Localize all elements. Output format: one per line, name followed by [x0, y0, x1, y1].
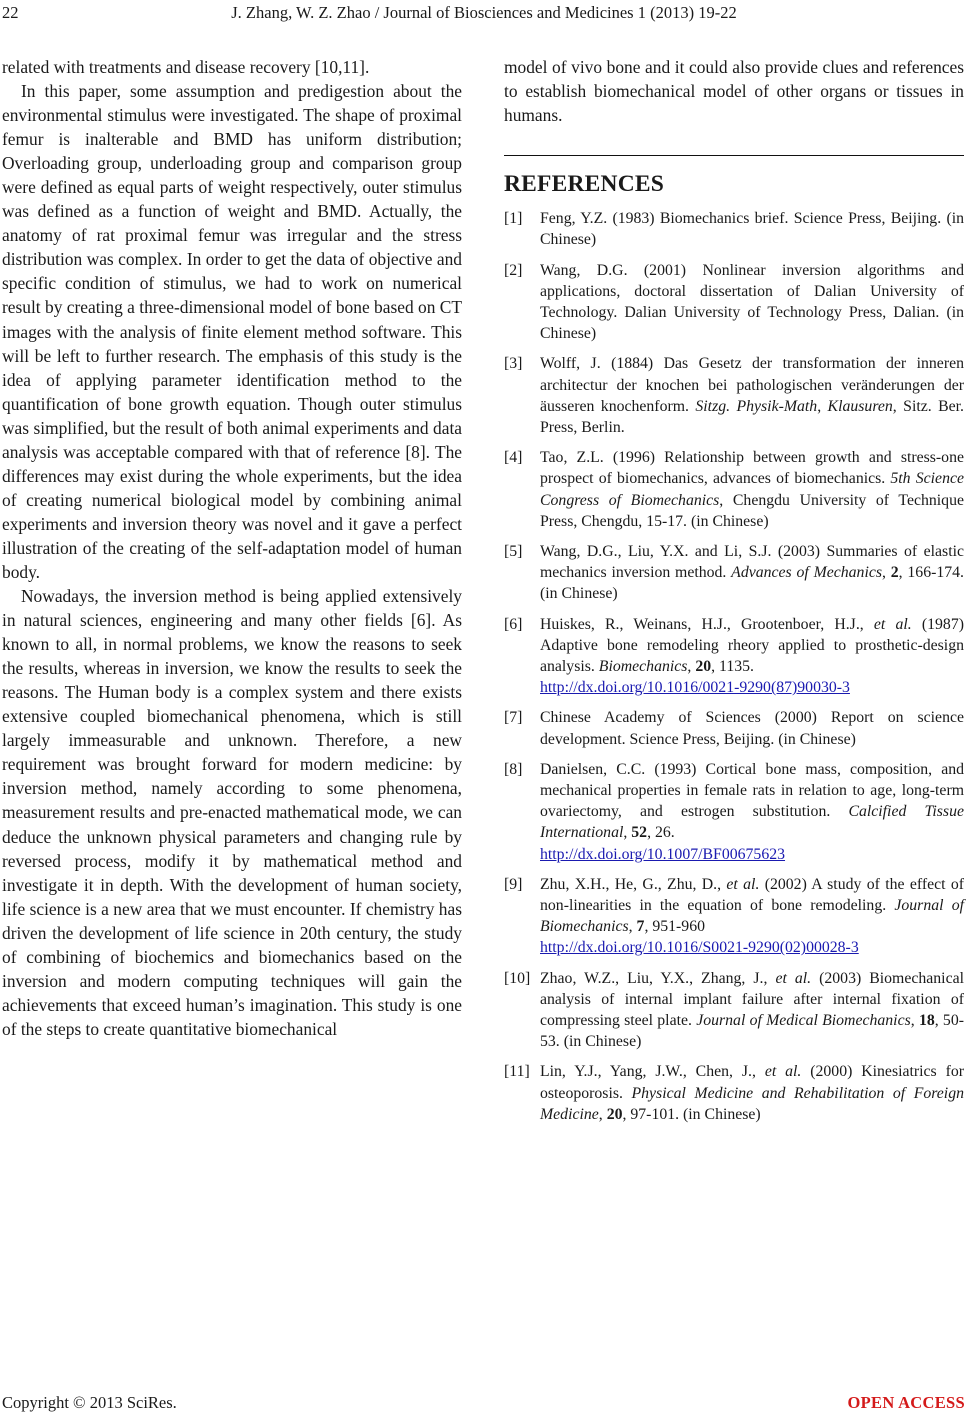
reference-italic-text: 5th Science Congress of Biomechanics: [540, 470, 964, 509]
reference-text-segment: Feng, Y.Z. (1983) Biomechanics brief. Science Press, Beijing. (in Chinese): [540, 210, 964, 249]
reference-text: [540, 874, 964, 959]
reference-text-segment: , 1135.: [711, 658, 754, 675]
page-number: 22: [2, 3, 19, 22]
reference-item: [504, 447, 964, 532]
body-paragraph: In this paper, some assumption and predigestion about the environmental stimulus were investigated. The shape of proximal femur is inalterable and BMD has uniform distribution; Overloading group, underloading group and comparison group were defined as equal parts of weight respectively, outer stimulus was defined as a function of weight and BMD. Actually, the anatomy of rat proximal femur was irregular and the stress distribution was complex. In order to get the data of objective and specific condition of stimulus, we had to work on numerical result by creating a three-dimensional model of bone based on CT images with the analysis of finite element method software. This will be left to further research. The emphasis of this study is the idea of applying parameter identification method to the quantification of bone growth equation. Though outer stimulus was simplified, but the result of both animal experiments and data analysis was acceptable compared with that of reference [8]. The differences may exist during the whole experiments, but the idea of creating numerical biological model by combining animal experiments and inversion theory was novel and it gave a perfect illustration of the creating of the self-adaptation model of human body.: [2, 81, 462, 582]
reference-italic-text: Journal of Biomechanics: [540, 897, 964, 936]
reference-item: [504, 260, 964, 345]
reference-text-segment: Lin, Y.J., Yang, J.W., Chen, J.,: [540, 1063, 765, 1081]
reference-text-segment: (2003) Biomechanical analysis of internal implant failure after internal fixation of compressing steel plate.: [540, 969, 964, 1030]
reference-item: [504, 208, 964, 250]
open-access-label: OPEN ACCESS: [847, 1393, 965, 1412]
reference-item: [504, 874, 964, 959]
reference-item: [504, 759, 964, 865]
reference-text-segment: (2002) A study of the effect of non-linearities in the equation of bone remodeling.: [540, 875, 964, 915]
reference-volume: 20: [606, 1105, 623, 1123]
reference-text-segment: (1987) Adaptive bone remodeling rheory applied to prosthetic-design analysis.: [540, 615, 964, 675]
reference-volume: 20: [695, 658, 712, 675]
reference-number: [4]: [504, 449, 523, 467]
reference-text-segment: , Sitz. Ber. Press, Berlin.: [540, 397, 964, 436]
reference-italic-text: Klausuren: [827, 397, 893, 415]
body-paragraph: Nowadays, the inversion method is being applied extensively in natural sciences, engineering and many other fields [6]. As known to all, in normal problems, we know the reasons to seek the results, whereas in inversion, we know the results to seek the reasons. The Human body is a complex system and there exists extensive coupled biomechanical phenomena, which is still largely immeasurable and unknown. Therefore, a new requirement was brought forward for modern medicine: by inversion method, namely according to some phenomena, measurement results and pre-enacted mathematical mode, we can deduce the unknown physical parameters and changing rule by reversed process, modify it by mathematical method and investigate it in depth. With the development of human society, life science is a new area that we must encounter. If chemistry has driven the development of life science in 20th century, the study of combining of biochemics and biomechanics based on the inversion and modern computing techniques will gain the achievements that exceed human’s imagination. This study is one of the steps to create quantitative biomechanical: [2, 586, 462, 1039]
reference-text-segment: Wang, D.G., Liu, Y.X. and Li, S.J. (2003) Summaries of elastic mechanics inversion method.: [540, 542, 964, 582]
reference-text: [540, 968, 964, 1053]
reference-text: [540, 707, 964, 749]
reference-item: [504, 1061, 964, 1125]
reference-text: [540, 759, 964, 865]
page-footer: [0, 1393, 968, 1413]
reference-text-segment: Wang, D.G. (2001) Nonlinear inversion algorithms and applications, doctoral dissertation of Dalian University of Technology. Dalian University of Technology Press, Dalian. (in Chinese): [540, 261, 964, 343]
body-paragraph: model of vivo bone and it could also provide clues and references to establish biomechanical model of other organs or tissues in humans.: [504, 57, 964, 126]
reference-number: [1]: [504, 210, 523, 228]
reference-number: [9]: [504, 875, 523, 893]
reference-text-segment: , 50-53. (in Chinese): [540, 1012, 964, 1051]
reference-number: [10]: [504, 969, 531, 987]
doi-link[interactable]: http://dx.doi.org/10.1016/0021-9290(87)90030-3: [540, 679, 850, 697]
reference-text: [540, 260, 964, 345]
reference-text-segment: ,: [628, 918, 637, 936]
reference-number: [2]: [504, 261, 523, 279]
reference-text-segment: ,: [817, 397, 828, 415]
reference-italic-text: Calcified Tissue International: [540, 803, 964, 842]
reference-italic-text: et al.: [764, 1063, 802, 1081]
references-heading: REFERENCES: [504, 171, 665, 198]
reference-text-segment: Danielsen, C.C. (1993) Cortical bone mass, composition, and mechanical properties in female rats in relation to age, long-term ovariectomy, and estrogen substitution.: [540, 760, 964, 821]
reference-text-segment: (2000) Kinesiatrics for osteoporosis.: [540, 1063, 964, 1102]
reference-text-segment: , 97-101. (in Chinese): [622, 1105, 761, 1123]
reference-text: [540, 541, 964, 605]
reference-italic-text: Sitzg. Physik-Math: [695, 397, 818, 415]
reference-text-segment: Zhu, X.H., He, G., Zhu, D.,: [540, 875, 727, 893]
reference-text-segment: , 951-960: [644, 918, 705, 936]
reference-text-segment: , 26.: [647, 824, 675, 842]
reference-item: [504, 541, 964, 605]
reference-list: [504, 208, 964, 1125]
body-paragraph: related with treatments and disease recovery [10,11].: [2, 57, 370, 77]
reference-text-segment: ,: [598, 1105, 607, 1123]
reference-italic-text: et al.: [726, 875, 760, 893]
reference-italic-text: et al.: [775, 969, 812, 987]
doi-link[interactable]: http://dx.doi.org/10.1007/BF00675623: [540, 845, 786, 863]
reference-item: [504, 614, 964, 699]
reference-text-segment: Huiskes, R., Weinans, H.J., Grootenboer, H.J.,: [540, 615, 874, 633]
reference-text-segment: ,: [687, 658, 696, 675]
reference-volume: 52: [631, 824, 648, 842]
reference-number: [6]: [504, 615, 523, 633]
reference-text-segment: ,: [623, 824, 632, 842]
copyright-notice: Copyright © 2013 SciRes.: [2, 1393, 177, 1412]
reference-text-segment: Tao, Z.L. (1996) Relationship between growth and stress-one prospect of biomechanics, advances of biomechanics.: [540, 449, 964, 488]
reference-volume: 2: [890, 564, 899, 582]
reference-volume: 18: [918, 1012, 935, 1030]
reference-text: [540, 447, 964, 532]
reference-item: [504, 707, 964, 749]
reference-number: [8]: [504, 760, 523, 778]
reference-text-segment: , 166-174. (in Chinese): [540, 564, 964, 603]
reference-text-segment: Wolff, J. (1884) Das Gesetz der transformation der inneren architectur der knochen bei pathologischen veränderungen der äusseren knochenform.: [540, 355, 964, 415]
reference-volume: 7: [636, 918, 645, 936]
reference-text-segment: Zhao, W.Z., Liu, Y.X., Zhang, J.,: [540, 969, 776, 987]
journal-citation-line: J. Zhang, W. Z. Zhao / Journal of Biosciences and Medicines 1 (2013) 19-22: [231, 3, 737, 22]
reference-number: [7]: [504, 709, 523, 727]
reference-number: [11]: [504, 1063, 530, 1081]
reference-italic-text: Physical Medicine and Rehabilitation of Foreign Medicine: [540, 1084, 964, 1123]
right-column: [504, 55, 964, 1134]
reference-italic-text: Journal of Medical Biomechanics: [696, 1012, 911, 1030]
reference-italic-text: Advances of Mechanics: [731, 564, 882, 582]
reference-text: [540, 614, 964, 699]
reference-text: [540, 1061, 964, 1125]
section-divider: [504, 155, 964, 156]
reference-text: [540, 353, 964, 438]
reference-text: [540, 208, 964, 250]
reference-item: [504, 353, 964, 438]
reference-italic-text: et al.: [873, 615, 912, 633]
running-header: [0, 2, 968, 24]
doi-link[interactable]: http://dx.doi.org/10.1016/S0021-9290(02)00028-3: [540, 939, 859, 957]
reference-text-segment: ,: [882, 564, 891, 582]
reference-item: [504, 968, 964, 1053]
reference-text-segment: ,: [910, 1012, 919, 1030]
reference-text-segment: Chinese Academy of Sciences (2000) Report on science development. Science Press, Beijing. (in Chinese): [540, 709, 964, 748]
reference-italic-text: Biomechanics: [598, 658, 688, 675]
reference-number: [5]: [504, 542, 523, 560]
left-column: [2, 55, 462, 1041]
reference-number: [3]: [504, 355, 523, 373]
reference-text-segment: , Chengdu University of Technique Press, Chengdu, 15-17. (in Chinese): [540, 491, 964, 530]
